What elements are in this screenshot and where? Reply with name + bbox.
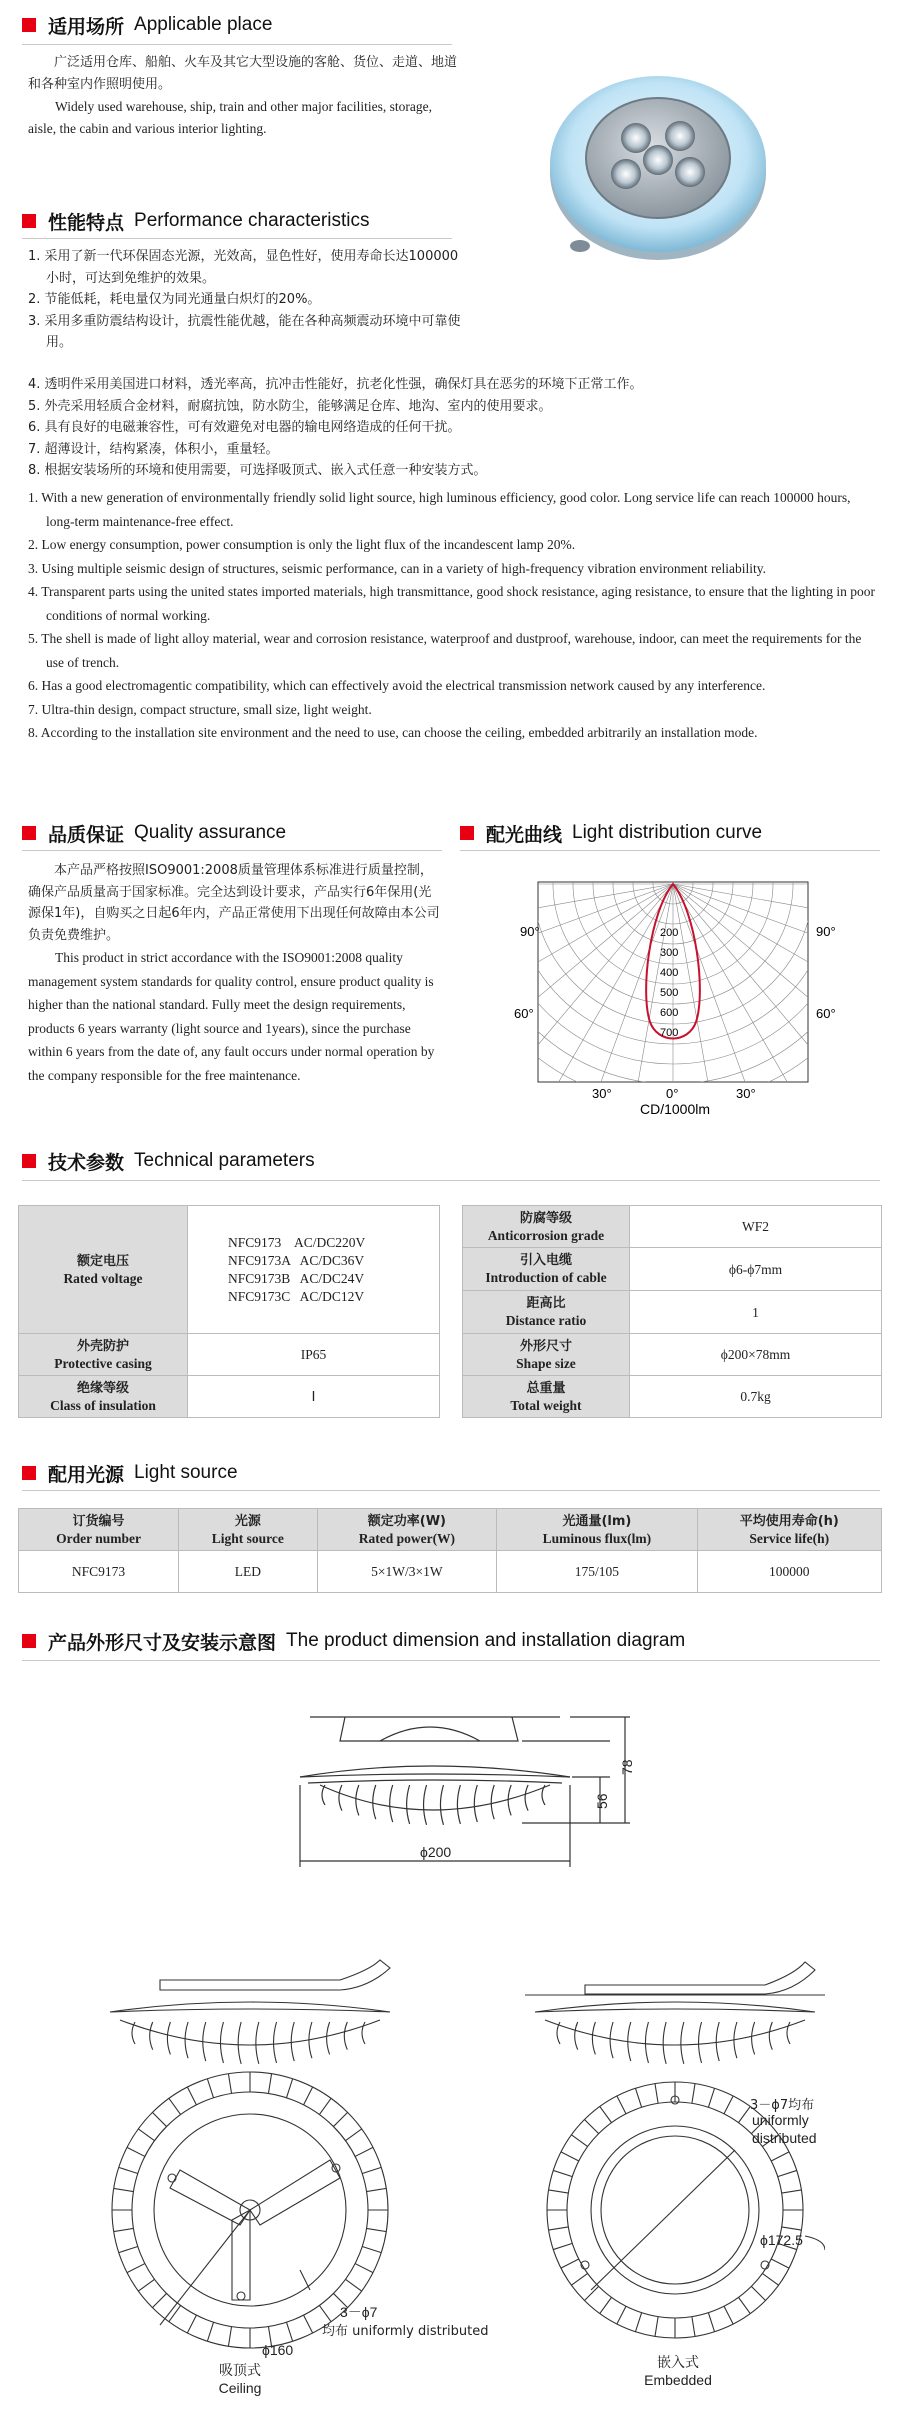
section-title-en: Quality assurance (134, 822, 287, 843)
header-order-number: 订货编号 Order number (19, 1509, 179, 1551)
section-title-en: Technical parameters (134, 1150, 315, 1171)
red-square-icon (22, 214, 36, 228)
ceiling-note-2: 均布 uniformly distributed (322, 2324, 489, 2339)
list-item: 2. 节能低耗，耗电量仅为同光通量白炽灯的20%。 (28, 292, 321, 307)
embedded-diameter: ϕ172.5 (760, 2232, 803, 2248)
radial-label: 700 (660, 1027, 679, 1039)
section-title-zh: 产品外形尺寸及安装示意图 (48, 1631, 277, 1654)
heat-sink-ribs (322, 1785, 545, 1825)
header-light-source: 光源 Light source (179, 1509, 317, 1551)
list-item: 3. 采用多重防震结构设计，抗震性能优越，能在各种高频震动环境中可靠使用。 (28, 313, 461, 350)
divider (22, 44, 452, 45)
anticorrosion-value: WF2 (630, 1206, 882, 1248)
section-title-zh: 性能特点 (48, 211, 125, 234)
cable-value: ϕ6-ϕ7mm (630, 1248, 882, 1291)
embedded-note-1: 3－ϕ7均布 (750, 2098, 815, 2113)
chart-unit: CD/1000lm (640, 1101, 711, 1117)
angle-label-right-60: 60° (816, 1006, 836, 1021)
voltage-value: NFC9173C AC/DC12V (228, 1288, 365, 1304)
section-title-zh: 配用光源 (48, 1463, 125, 1486)
section-performance-header (22, 208, 369, 234)
angle-label-left-60: 60° (514, 1006, 534, 1021)
inner-height-dimension: 56 (594, 1793, 610, 1809)
cable-label: 引入电缆 Introduction of cable (463, 1248, 630, 1291)
rated-voltage-values (188, 1206, 440, 1334)
angle-label-left-90: 90° (520, 924, 540, 939)
embedded-note-3: distributed (752, 2130, 817, 2146)
performance-list-en (28, 486, 878, 745)
section-technical-header (22, 1148, 315, 1174)
header-rated-power: 额定功率(W) Rated power(W) (317, 1509, 497, 1551)
rated-voltage-label: 额定电压 Rated voltage (19, 1206, 188, 1334)
section-title-en: Light distribution curve (572, 822, 763, 843)
red-square-icon (22, 18, 36, 32)
list-item: 1. 采用了新一代环保固态光源，光效高，显色性好，使用寿命长达100000小时，可达到免维护的效果。 (28, 249, 459, 286)
performance-list-zh (28, 246, 468, 354)
embedded-note-2: uniformly (752, 2112, 809, 2128)
applicable-text-zh: 广泛适用仓库、船舶、火车及其它大型设施的客舱、货位、走道、地道和各种室内作照明使用。 (28, 55, 458, 92)
anticorrosion-label: 防腐等级 Anticorrosion grade (463, 1206, 630, 1248)
red-square-icon (22, 1466, 36, 1480)
section-title-zh: 适用场所 (48, 15, 125, 38)
radial-label: 400 (660, 967, 679, 979)
light-source-table (18, 1508, 882, 1593)
diameter-dimension: ϕ200 (420, 1844, 452, 1860)
table-row (19, 1551, 882, 1593)
list-item: 8. 根据安装场所的环境和使用需要，可选择吸顶式、嵌入式任意一种安装方式。 (28, 463, 487, 478)
ceiling-caption: 吸顶式 Ceiling (218, 2363, 262, 2396)
distance-ratio-value: 1 (630, 1291, 882, 1334)
list-item: 3. Using multiple seismic design of structures, seismic performance, can in a variety of high-frequency vibration environment reliability. (28, 560, 767, 576)
shape-size-value: ϕ200×78mm (630, 1334, 882, 1376)
quality-text (28, 860, 440, 1087)
header-service-life: 平均使用寿命(h) Service life(h) (697, 1509, 881, 1551)
red-square-icon (22, 826, 36, 840)
applicable-text (28, 52, 458, 140)
list-item: 6. 具有良好的电磁兼容性，可有效避免对电器的输电网络造成的任何干扰。 (28, 420, 461, 435)
red-square-icon (22, 1634, 36, 1648)
technical-table-right (462, 1205, 882, 1418)
table-cell: 175/105 (497, 1551, 697, 1593)
protective-casing-value: IP65 (188, 1334, 440, 1376)
list-item: 8. According to the installation site environment and the need to use, can choose the ceiling, embedded arbitrarily an installation mode. (28, 725, 758, 740)
angle-label-left-30: 30° (592, 1086, 612, 1101)
section-title-en: Performance characteristics (134, 210, 370, 231)
distance-ratio-label: 距高比 Distance ratio (463, 1291, 630, 1334)
section-title-zh: 品质保证 (48, 823, 125, 846)
applicable-text-en: Widely used warehouse, ship, train and other major facilities, storage, aisle, the cabin and various interior lighting. (28, 99, 432, 136)
list-item: 5. The shell is made of light alloy material, wear and corrosion resistance, waterproof and dustproof, warehouse, indoor, can meet the requirements for the use of trench. (28, 631, 862, 670)
table-cell: 5×1W/3×1W (317, 1551, 497, 1593)
radial-label: 600 (660, 1007, 679, 1019)
angle-label-right-90: 90° (816, 924, 836, 939)
divider (460, 850, 880, 851)
table-cell: NFC9173 (19, 1551, 179, 1593)
embedded-caption: 嵌入式 Embedded (644, 2355, 712, 2388)
list-item: 1. With a new generation of environmentally friendly solid light source, high luminous efficiency, good color. Long service life can reach 100000 hours, long-term maintenance-free effect. (28, 490, 851, 529)
voltage-value: NFC9173B AC/DC24V (228, 1270, 365, 1286)
section-title-en: Applicable place (134, 14, 273, 35)
section-light-source-header (22, 1460, 238, 1486)
ceiling-diameter: ϕ160 (262, 2342, 294, 2358)
angle-label-0: 0° (666, 1086, 679, 1101)
angle-label-right-30: 30° (736, 1086, 756, 1101)
voltage-value: NFC9173 AC/DC220V (228, 1234, 366, 1250)
ceiling-note-1: 3－ϕ7 (340, 2304, 378, 2320)
section-title-zh: 技术参数 (48, 1151, 125, 1174)
heat-sink-ribs (132, 2022, 365, 2064)
section-quality-header (22, 820, 286, 846)
divider (22, 238, 452, 239)
technical-table-left (18, 1205, 440, 1418)
protective-casing-label: 外壳防护 Protective casing (19, 1334, 188, 1376)
height-dimension: 78 (619, 1759, 635, 1775)
ceiling-mount-drawing (100, 1940, 400, 2360)
product-photo (540, 60, 780, 270)
divider (22, 850, 442, 851)
quality-text-zh: 本产品严格按照ISO9001:2008质量管理体系标准进行质量控制，确保产品质量高于国家标准。完全达到设计要求，产品实行6年保用(光源保1年)，自购买之日起6年内，产品正常使用下出现任何故障由本公司负责免费维护。 (28, 863, 440, 943)
table-cell: LED (179, 1551, 317, 1593)
list-item: 6. Has a good electromagentic compatibility, which can effectively avoid the electrical transmission network caused by any interference. (28, 678, 766, 693)
red-square-icon (460, 826, 474, 840)
section-title-en: Light source (134, 1462, 238, 1483)
section-applicable-header (22, 12, 272, 38)
radial-label: 300 (660, 947, 679, 959)
light-distribution-chart (500, 872, 860, 1122)
total-weight-label: 总重量 Total weight (463, 1376, 630, 1418)
total-weight-value: 0.7kg (630, 1376, 882, 1418)
table-cell: 100000 (697, 1551, 881, 1593)
list-item: 7. 超薄设计，结构紧凑，体积小，重量轻。 (28, 441, 279, 457)
list-item: 2. Low energy consumption, power consumption is only the light flux of the incandescent lamp 20%. (28, 537, 576, 552)
insulation-class-value: Ⅰ (188, 1376, 440, 1418)
divider (22, 1180, 880, 1181)
quality-text-en: This product in strict accordance with the ISO9001:2008 quality management system standards for quality control, ensure product quality is higher than the national standard. Fully meet the design requirements, products 6 years warranty (light source and 1years), since the purchase within 6 years from the date of, any fault occurs under normal operation by the company responsible for the free maintenance. (28, 950, 435, 1083)
section-title-en: The product dimension and installation diagram (286, 1630, 686, 1651)
heat-sink-ribs (557, 2022, 790, 2064)
divider (22, 1660, 880, 1661)
list-item: 4. 透明件采用美国进口材料，透光率高，抗冲击性能好，抗老化性强，确保灯具在恶劣的环境下正常工作。 (28, 377, 643, 392)
divider (22, 1490, 880, 1491)
section-title-zh: 配光曲线 (486, 823, 563, 846)
red-square-icon (22, 1154, 36, 1168)
list-item: 4. Transparent parts using the united states imported materials, high transmittance, good shock resistance, aging resistance, to ensure that the lighting in poor conditions of normal working. (28, 584, 875, 623)
voltage-value: NFC9173A AC/DC36V (228, 1252, 365, 1268)
list-item: 5. 外壳采用轻质合金材料，耐腐抗蚀，防水防尘，能够满足仓库、地沟、室内的使用要求。 (28, 398, 552, 414)
list-item: 7. Ultra-thin design, compact structure, small size, light weight. (28, 701, 372, 717)
header-luminous-flux: 光通量(lm) Luminous flux(lm) (497, 1509, 697, 1551)
insulation-class-label: 绝缘等级 Class of insulation (19, 1376, 188, 1418)
side-view-drawing (280, 1685, 660, 1915)
embedded-mount-drawing (525, 1940, 825, 2360)
radial-label: 200 (660, 927, 679, 939)
section-dimension-header (22, 1628, 685, 1654)
shape-size-label: 外形尺寸 Shape size (463, 1334, 630, 1376)
section-curve-header (460, 820, 762, 846)
radial-label: 500 (660, 987, 679, 999)
performance-list-zh-wide (28, 374, 878, 482)
